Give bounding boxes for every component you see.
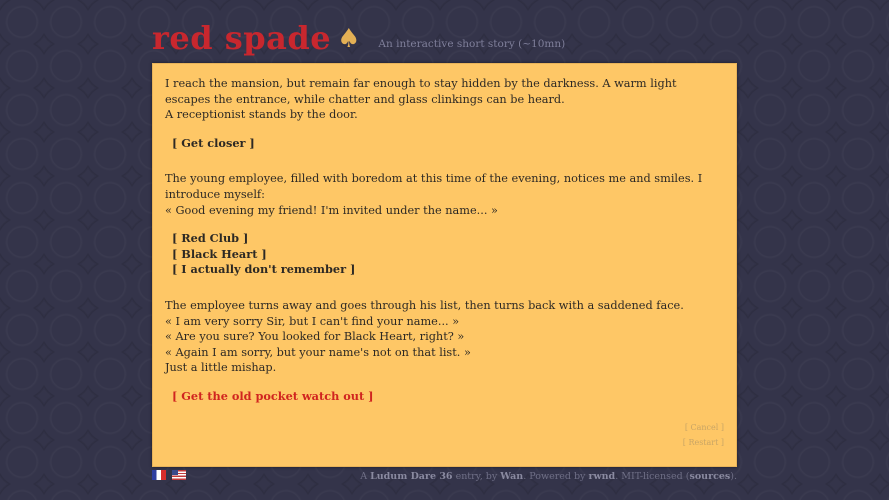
- footer: [152, 470, 737, 484]
- restart-button[interactable]: [ Restart ]: [682, 438, 724, 447]
- footer-text-5: ).: [730, 471, 737, 482]
- story-controls: [683, 420, 724, 450]
- french-flag-icon[interactable]: [152, 470, 166, 480]
- story-paragraph-2: The young employee, filled with boredom at this time of the evening, notices me and smiles. I introduce myself: « Good evening my friend! I'm invited under the name... »: [165, 172, 703, 217]
- choice-red-club[interactable]: [ Red Club ]: [172, 231, 249, 246]
- game-title: red spade: [152, 19, 332, 57]
- story-paragraph-3: The employee turns away and goes through his list, then turns back with a saddened face. « I am very sorry Sir, but I can't find your name... » « Are you sure? You looked for Black Heart, right? » « Again I am sorry, but your name's not on that list. » Just a little mishap.: [165, 298, 684, 375]
- choice-black-heart[interactable]: [ Black Heart ]: [172, 246, 267, 261]
- choice-group-3: [172, 389, 724, 405]
- author-link[interactable]: Wan: [500, 471, 524, 482]
- choice-pocket-watch[interactable]: [ Get the old pocket watch out ]: [172, 388, 374, 403]
- footer-text-2: entry, by: [452, 471, 501, 482]
- us-flag-icon[interactable]: [172, 470, 186, 480]
- footer-text-3: . Powered by: [523, 471, 589, 482]
- choice-get-closer[interactable]: [ Get closer ]: [172, 135, 255, 150]
- ludum-dare-link[interactable]: Ludum Dare 36: [370, 471, 453, 482]
- footer-credits: [360, 471, 737, 482]
- language-flags: [152, 470, 186, 480]
- engine-link[interactable]: rwnd: [588, 471, 616, 482]
- spade-icon: ♠: [337, 24, 361, 54]
- footer-text-4: . MIT-licensed (: [615, 471, 690, 482]
- choice-group-2: [172, 231, 724, 278]
- header: [152, 16, 565, 56]
- cancel-button[interactable]: [ Cancel ]: [684, 423, 724, 432]
- footer-text-1: A: [360, 471, 371, 482]
- story-paragraph-1: I reach the mansion, but remain far enough to stay hidden by the darkness. A warm light escapes the entrance, while chatter and glass clinkings can be heard. A receptionist stands by the door.: [165, 77, 677, 122]
- game-subtitle: An interactive short story (~10mn): [378, 38, 566, 50]
- sources-link[interactable]: sources: [689, 471, 731, 482]
- story-page: [152, 63, 737, 467]
- choice-group-1: [172, 136, 724, 152]
- choice-dont-remember[interactable]: [ I actually don't remember ]: [172, 262, 356, 277]
